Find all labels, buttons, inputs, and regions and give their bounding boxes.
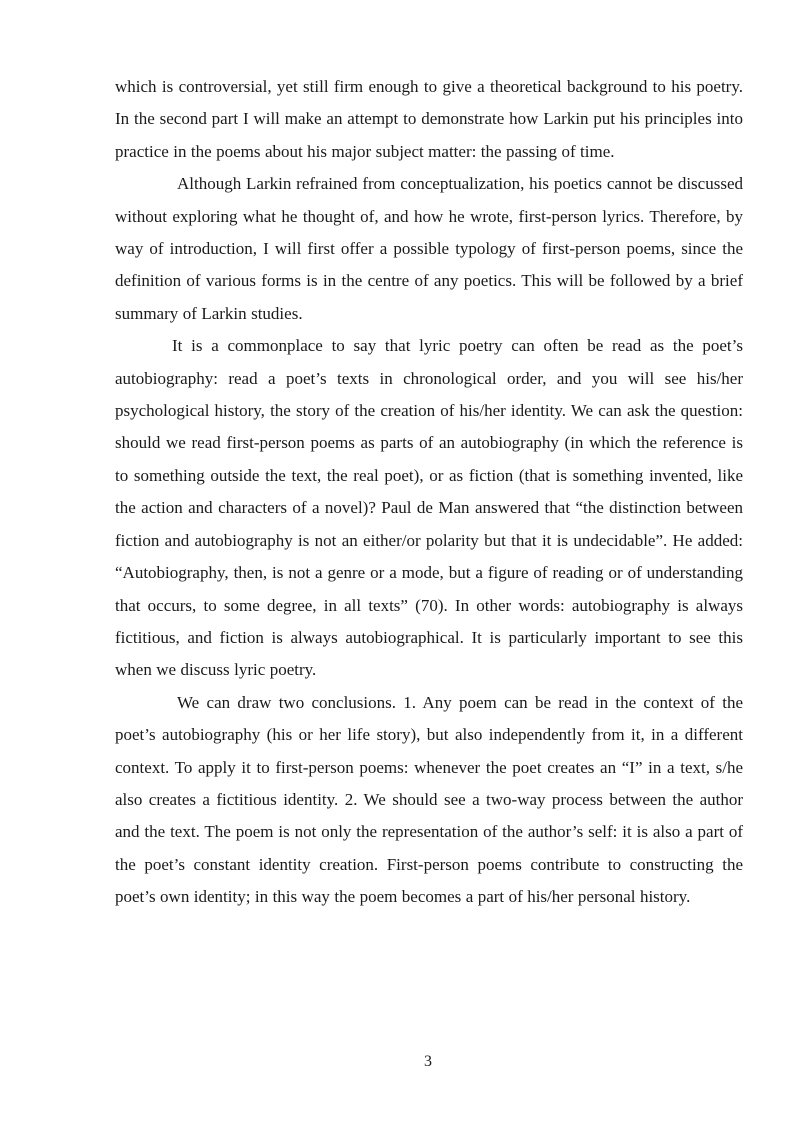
body-text — [115, 71, 743, 914]
paragraph-continuation: which is controversial, yet still firm enough to give a theoretical background to his poetry. In the second part I will make an attempt to demonstrate how Larkin put his principles into practice in the poems about his major subject matter: the passing of time. — [115, 77, 743, 161]
page-number: 3 — [424, 1053, 432, 1070]
paragraph-autobiography: It is a commonplace to say that lyric poetry can often be read as the poet’s autobiography: read a poet’s texts in chronological order, and you will see his/her psychological history, the story of the creation of his/her identity. We can ask the question: should we read first-person poems as parts of an autobiography (in which the reference is to something outside the text, the real poet), or as fiction (that is something invented, like the action and characters of a novel)? Paul de Man answered that “the distinction between fiction and autobiography is not an either/or polarity but that it is undecidable”. He added: “Autobiography, then, is not a genre or a mode, but a figure of reading or of understanding that occurs, to some degree, in all texts” (70). In other words: autobiography is always fictitious, and fiction is always autobiographical. It is particularly important to see this when we discuss lyric poetry. — [115, 336, 743, 680]
paragraph-poetics-intro: Although Larkin refrained from conceptualization, his poetics cannot be discussed without exploring what he thought of, and how he wrote, first-person lyrics. Therefore, by way of introduction, I will first offer a possible typology of first-person poems, since the definition of various forms is in the centre of any poetics. This will be followed by a brief summary of Larkin studies. — [115, 174, 743, 323]
paragraph-conclusions: We can draw two conclusions. 1. Any poem can be read in the context of the poet’s autobiography (his or her life story), but also independently from it, in a different context. To apply it to first-person poems: whenever the poet creates an “I” in a text, s/he also creates a fictitious identity. 2. We should see a two-way process between the author and the text. The poem is not only the representation of the author’s self: it is also a part of the poet’s constant identity creation. First-person poems contribute to constructing the poet’s own identity; in this way the poem becomes a part of his/her personal history. — [115, 692, 743, 907]
